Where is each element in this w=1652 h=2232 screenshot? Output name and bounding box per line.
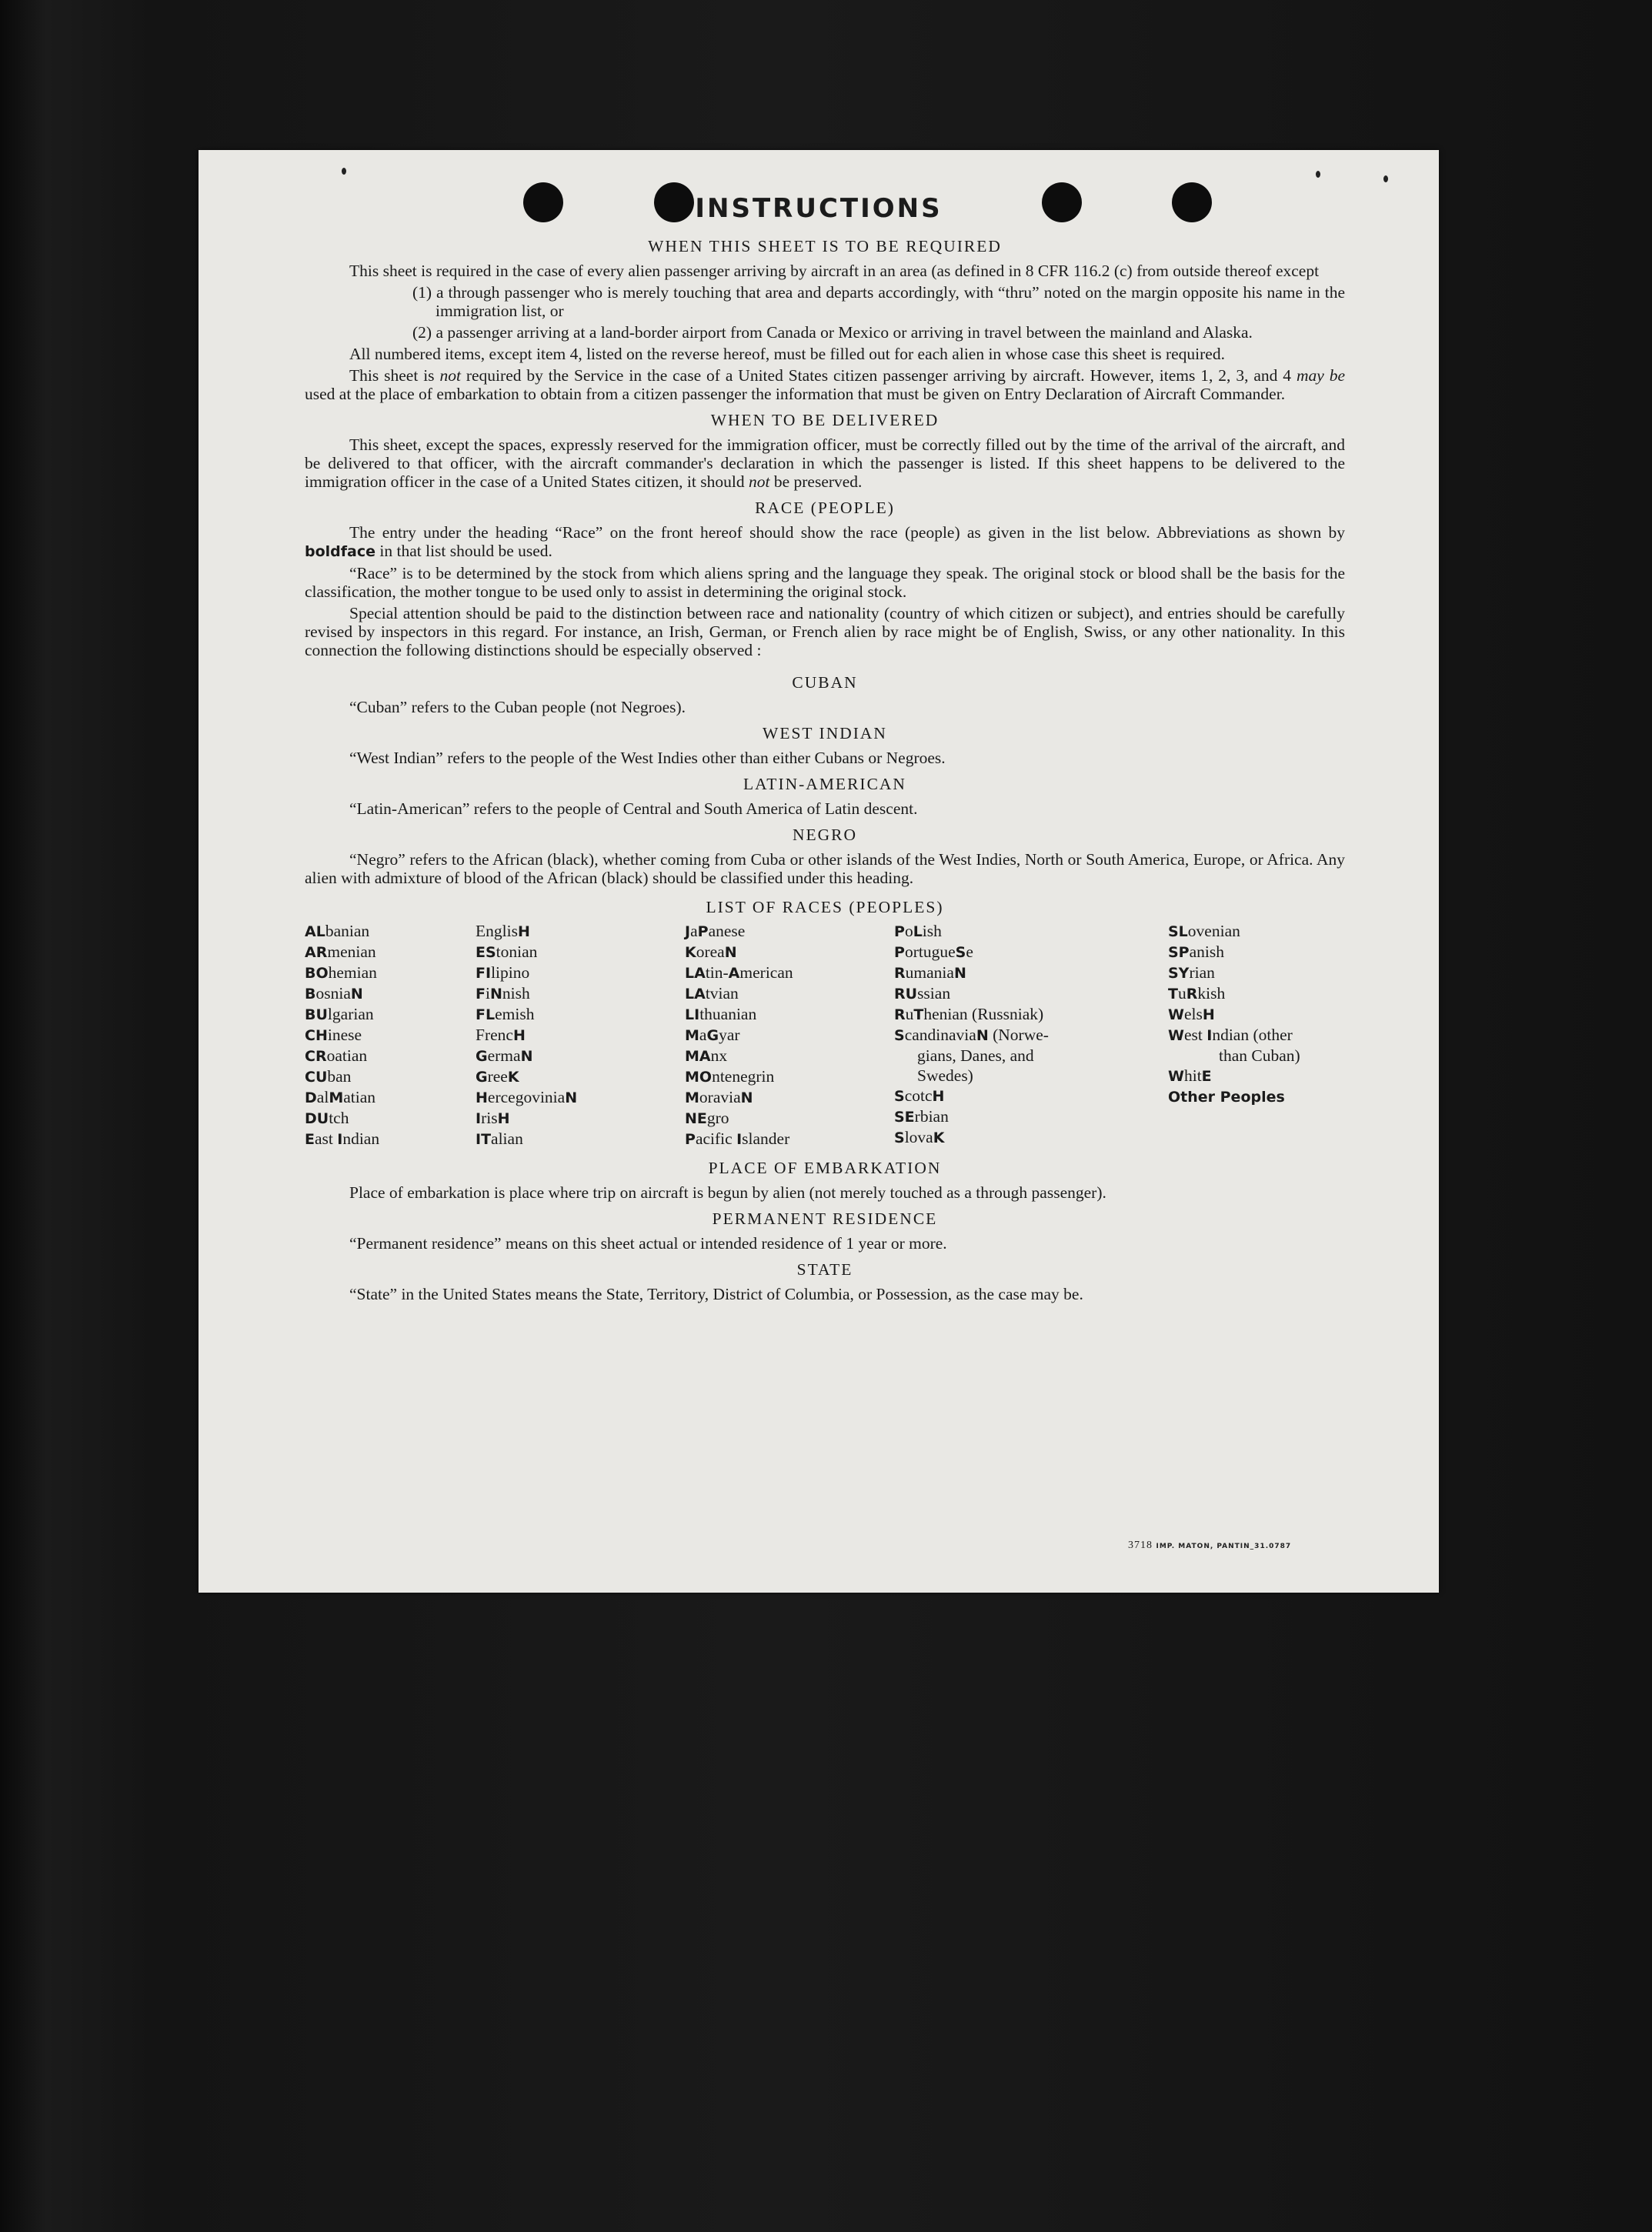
list-item: (1) a through passenger who is merely touching that area and departs accordingly, with “thru” noted on the margin opposite his name in the immigration list, or	[412, 283, 1345, 320]
race-entry: BosniaN	[305, 984, 363, 1003]
paragraph: Place of embarkation is place where trip on aircraft is begun by alien (not merely touched as a through passenger).	[349, 1183, 1106, 1202]
paragraph: “West Indian” refers to the people of the West Indies other than either Cubans or Negroes.	[349, 749, 946, 767]
race-entry: WelsH	[1168, 1005, 1215, 1023]
heading-place-of-embarkation: PLACE OF EMBARKATION	[708, 1159, 942, 1177]
race-entry: JaPanese	[685, 922, 746, 940]
paper-speck	[342, 168, 346, 175]
race-entry: PortugueSe	[894, 943, 973, 961]
paragraph: This sheet is required in the case of every alien passenger arriving by aircraft in an area (as defined in 8 CFR 116.2 (c) from outside thereof except	[349, 262, 1320, 280]
paragraph: “Race” is to be determined by the stock from which aliens spring and the language they speak. The original stock or blood shall be the basis for the classification, the mother tongue to be used only to assist in determining the original stock.	[305, 564, 1345, 601]
race-entry: CHinese	[305, 1026, 362, 1044]
race-entry: BOhemian	[305, 963, 377, 982]
race-entry: SYrian	[1168, 963, 1215, 982]
race-entry: ALbanian	[305, 922, 370, 940]
race-entry: BUlgarian	[305, 1005, 374, 1023]
race-entry: CRoatian	[305, 1046, 368, 1065]
race-entry: Other Peoples	[1168, 1089, 1285, 1106]
paragraph: “Cuban” refers to the Cuban people (not Negroes).	[349, 698, 686, 716]
paper-speck	[1383, 175, 1388, 182]
race-entry: RuThenian (Russniak)	[894, 1005, 1044, 1023]
list-item: (2) a passenger arriving at a land-border airport from Canada or Mexico or arriving in travel between the mainland and Alaska.	[412, 323, 1253, 342]
heading-state: STATE	[796, 1260, 853, 1279]
race-entry: ARmenian	[305, 943, 376, 961]
race-entry: LIthuanian	[685, 1005, 757, 1023]
race-entry: West Indian (other than Cuban)	[1168, 1026, 1300, 1065]
heading-permanent-residence: PERMANENT RESIDENCE	[712, 1209, 938, 1228]
paragraph: “Negro” refers to the African (black), whether coming from Cuba or other islands of the West Indies, North or South America, Europe, or Africa. Any alien with admixture of blood of the African (black) should be classified under this heading.	[305, 850, 1345, 887]
heading-latin-american: LATIN-AMERICAN	[743, 775, 906, 793]
paragraph: The entry under the heading “Race” on the front hereof should show the race (people) as given in the list below. Abbreviations as shown by boldface in that list should be used.	[305, 523, 1345, 560]
race-entry: ScandinaviaN (Norwe- gians, Danes, and Swedes)	[894, 1026, 1049, 1085]
race-entry: MaGyar	[685, 1026, 740, 1044]
race-entry: KoreaN	[685, 943, 737, 961]
race-entry: MOntenegrin	[685, 1067, 775, 1086]
heading-when-required: WHEN THIS SHEET IS TO BE REQUIRED	[648, 237, 1002, 255]
race-entry: MAnx	[685, 1046, 728, 1065]
race-entry: EnglisH	[476, 922, 530, 940]
race-entry: LAtin-American	[685, 963, 793, 982]
race-entry: RUssian	[894, 984, 951, 1003]
paragraph: This sheet is not required by the Service in the case of a United States citizen passenger arriving by aircraft. However, items 1, 2, 3, and 4 may be used at the place of embarkation to obtain from a citizen passenger the information that must be given on Entry Declaration of Aircraft Commander.	[305, 366, 1345, 403]
races-table	[305, 921, 1345, 1149]
race-entry: RumaniaN	[894, 963, 966, 982]
paragraph: “Permanent residence” means on this sheet actual or intended residence of 1 year or more.	[349, 1234, 947, 1253]
paragraph: Special attention should be paid to the distinction between race and nationality (country of which citizen or subject), and entries should be carefully revised by inspectors in this regard. For instance, an Irish, German, or French alien by race might be of English, Swiss, or any other nationality. In this connection the following distinctions should be especially observed :	[305, 604, 1345, 659]
race-entry: ITalian	[476, 1129, 523, 1148]
heading-west-indian: WEST INDIAN	[763, 724, 887, 742]
race-entry: HercegoviniaN	[476, 1088, 578, 1106]
race-entry: East Indian	[305, 1129, 380, 1148]
race-entry: SLovenian	[1168, 922, 1240, 940]
race-entry: Pacific Islander	[685, 1129, 790, 1148]
race-entry: CUban	[305, 1067, 352, 1086]
race-entry: GermaN	[476, 1046, 533, 1065]
races-column	[305, 921, 476, 1149]
race-entry: PoLish	[894, 922, 942, 940]
race-entry: FIlipino	[476, 963, 530, 982]
printer-mark: IMP. MATON, PANTIN_31.0787	[1156, 1543, 1292, 1550]
race-entry: EStonian	[476, 943, 538, 961]
race-entry: NEgro	[685, 1109, 729, 1127]
heading-race: RACE (PEOPLE)	[755, 499, 895, 517]
races-column	[1168, 921, 1345, 1149]
race-entry: LAtvian	[685, 984, 739, 1003]
races-column	[476, 921, 685, 1149]
race-entry: FrencH	[476, 1026, 526, 1044]
heading-cuban: CUBAN	[792, 673, 858, 692]
race-entry: SPanish	[1168, 943, 1224, 961]
heading-when-delivered: WHEN TO BE DELIVERED	[710, 411, 939, 429]
race-entry: FiNnish	[476, 984, 530, 1003]
race-entry: ScotcH	[894, 1086, 945, 1105]
race-entry: DUtch	[305, 1109, 349, 1127]
race-entry: IrisH	[476, 1109, 510, 1127]
paragraph: This sheet, except the spaces, expressly reserved for the immigration officer, must be correctly filled out by the time of the arrival of the aircraft, and be delivered to that officer, with the aircraft commander's declaration in which the passenger is listed. If this sheet happens to be delivered to the immigration officer in the case of a United States citizen, it should not be preserved.	[305, 435, 1345, 491]
race-entry: TuRkish	[1168, 984, 1226, 1003]
paragraph: “Latin-American” refers to the people of Central and South America of Latin descent.	[349, 799, 918, 818]
form-number: 3718	[1128, 1540, 1153, 1551]
race-entry: SErbian	[894, 1107, 949, 1126]
paragraph: “State” in the United States means the State, Territory, District of Columbia, or Possession, as the case may be.	[349, 1285, 1083, 1303]
race-entry: GreeK	[476, 1067, 519, 1086]
paper-speck	[1316, 171, 1320, 178]
heading-negro: NEGRO	[792, 826, 858, 844]
race-entry: SlovaK	[894, 1128, 945, 1146]
instruction-sheet	[199, 150, 1439, 1593]
races-column	[685, 921, 894, 1149]
heading-list-of-races: LIST OF RACES (PEOPLES)	[706, 898, 944, 916]
instructions-body	[305, 229, 1345, 1306]
page-title: INSTRUCTIONS	[695, 193, 943, 224]
race-entry: MoraviaN	[685, 1088, 753, 1106]
race-entry: WhitE	[1168, 1066, 1212, 1085]
races-column	[894, 921, 1168, 1149]
form-footer	[1128, 1540, 1291, 1552]
race-entry: DalMatian	[305, 1088, 376, 1106]
race-entry: FLemish	[476, 1005, 535, 1023]
paragraph: All numbered items, except item 4, listed on the reverse hereof, must be filled out for each alien in whose case this sheet is required.	[349, 345, 1225, 363]
